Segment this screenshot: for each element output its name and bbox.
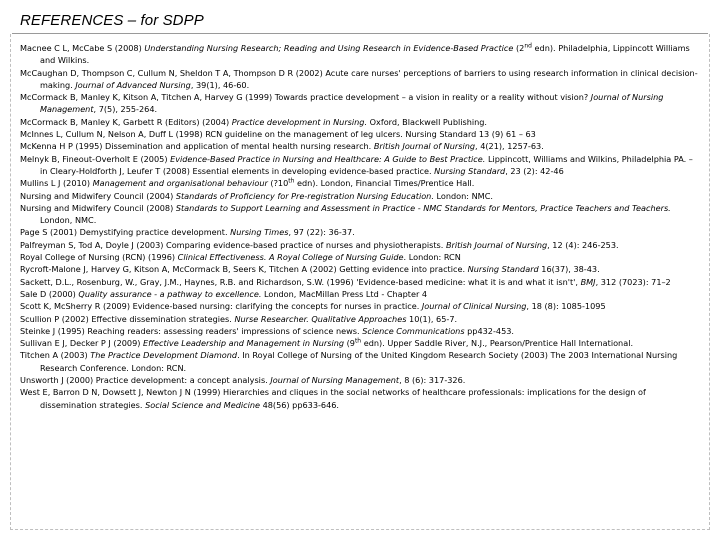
reference-entry — [20, 91, 700, 116]
reference-text: pp432-453. — [464, 325, 514, 336]
reference-text: 16(37), 38-43. — [538, 264, 600, 275]
reference-entry — [20, 288, 700, 300]
reference-entry — [20, 300, 700, 312]
reference-entry — [20, 251, 700, 263]
reference-source-title: British Journal of Nursing — [373, 141, 476, 152]
reference-text: McInnes L, Cullum N, Nelson A, Duff L (1998) RCN guideline on the management of leg ulcers. Nursing Standard 13 (9) 61 – 63 — [20, 129, 536, 140]
reference-text: Scott K, McSherry R (2009) Evidence-based nursing: clarifying the concepts for nurses in practice. — [20, 301, 422, 312]
reference-source-title: Standards of Proficiency for Pre-registration Nursing Education. — [175, 190, 434, 201]
reference-text: th — [288, 177, 295, 185]
reference-entry — [20, 313, 700, 325]
reference-text: , 12 (4): 246-253. — [547, 239, 619, 250]
reference-source-title: BMJ — [580, 276, 596, 287]
reference-text: Lippincott, Williams and Wilkins, Philadelphia PA. – in Cleary-Holdforth J, Leufer T (2008) Essential elements in developing evidence-based practice. — [40, 153, 693, 176]
reference-text: . In Royal College of Nursing of the United Kingdom Research Society (2003) The 2003 International Nursing Research Conference. London: RCN. — [40, 350, 678, 373]
reference-text: Macnee C L, McCabe S (2008) — [20, 43, 145, 53]
reference-entry — [20, 140, 700, 152]
reference-entry — [20, 325, 700, 337]
reference-entry — [20, 276, 700, 288]
reference-text: edn). London, Financial Times/Prentice Hall. — [294, 178, 475, 189]
reference-text: , 39(1), 46-60. — [190, 79, 250, 90]
reference-entry — [20, 153, 700, 178]
reference-entry — [20, 67, 700, 92]
reference-text: Rycroft-Malone J, Harvey G, Kitson A, McCormack B, Seers K, Titchen A (2002) Getting evidence into practice. — [20, 264, 468, 275]
reference-text: Sullivan E J, Decker P J (2009) — [20, 338, 143, 349]
reference-text: London: NMC. — [433, 190, 493, 201]
reference-text: . London: RCN — [403, 252, 461, 263]
reference-text: McCormack B, Manley K, Kitson A, Titchen A, Harvey G (1999) Towards practice development – a vision in reality or a reality without vision? — [20, 92, 591, 103]
reference-text: edn). Upper Saddle River, N.J., Pearson/Prentice Hall International. — [361, 338, 634, 349]
reference-entry — [20, 128, 700, 140]
reference-text: London, NMC. — [40, 215, 97, 226]
reference-entry — [20, 263, 700, 275]
reference-source-title: Practice development in Nursing. — [231, 116, 368, 127]
reference-source-title: Journal of Clinical Nursing — [421, 301, 527, 312]
reference-text: , 7(5), 255-264. — [93, 104, 158, 115]
reference-text: London, MacMillan Press Ltd - Chapter 4 — [261, 288, 428, 299]
reference-source-title: Evidence-Based Practice in Nursing and Healthcare: A Guide to Best Practice. — [170, 153, 486, 164]
page-title: REFERENCES – for SDPP — [20, 12, 204, 29]
reference-source-title: Journal of Advanced Nursing — [75, 79, 191, 90]
reference-source-title: British Journal of Nursing — [445, 239, 548, 250]
reference-text: West E, Barron D N, Dowsett J, Newton J N (1999) Hierarchies and cliques in the social networks of healthcare professionals: implications for the design of dissemination strategies. — [20, 387, 646, 410]
reference-text: , 97 (22): 36-37. — [288, 227, 355, 238]
reference-source-title: The Practice Development Diamond — [90, 350, 238, 361]
reference-source-title: Understanding Nursing Research; Reading and Using Research in Evidence-Based Practice — [144, 43, 514, 53]
reference-text: McCormack B, Manley K, Garbett R (Editors) (2004) — [20, 116, 232, 127]
reference-text: Page S (2001) Demystifying practice development. — [20, 227, 231, 238]
reference-entry — [20, 42, 700, 67]
reference-text: Titchen A (2003) — [20, 350, 91, 361]
reference-text: Sackett, D.L., Rosenburg, W., Gray, J.M., Haynes, R.B. and Richardson, S.W. (1996) 'Evidence-based medicine: what it is and what it isn't', — [20, 276, 581, 287]
reference-text: Unsworth J (2000) Practice development: a concept analysis. — [20, 375, 271, 386]
reference-text: Steinke J (1995) Reaching readers: assessing readers' impressions of science news. — [20, 325, 363, 336]
reference-text: (?10 — [267, 178, 289, 189]
reference-text: nd — [524, 42, 532, 50]
reference-text: Oxford, Blackwell Publishing. — [367, 116, 488, 127]
reference-entry — [20, 386, 700, 411]
reference-entry — [20, 116, 700, 128]
reference-text: , 23 (2): 42-46 — [505, 165, 564, 176]
reference-source-title: Nursing Times — [230, 227, 289, 238]
reference-text: Scullion P (2002) Effective dissemination strategies. — [20, 313, 235, 324]
reference-source-title: Standards to Support Learning and Assessment in Practice - NMC Standards for Mentors, Practice Teachers and Teachers. — [175, 202, 671, 213]
reference-text: Sale D (2000) — [20, 288, 79, 299]
reference-text: Royal College of Nursing (RCN) (1996) — [20, 252, 178, 263]
reference-entry — [20, 349, 700, 374]
reference-text: (2 — [513, 43, 525, 53]
reference-text: edn). Philadelphia, Lippincott Williams and Wilkins. — [40, 43, 690, 66]
reference-source-title: Social Science and Medicine — [145, 399, 260, 410]
reference-text: Melnyk B, Fineout-Overholt E (2005) — [20, 153, 171, 164]
reference-entry — [20, 202, 700, 227]
reference-text: Nursing and Midwifery Council (2008) — [20, 202, 176, 213]
reference-text: Nursing and Midwifery Council (2004) — [20, 190, 176, 201]
reference-source-title: Nurse Researcher. Qualitative Approaches — [234, 313, 407, 324]
reference-source-title: Nursing Standard — [434, 165, 506, 176]
reference-text: Mullins L J (2010) — [20, 178, 93, 189]
reference-list — [20, 42, 700, 411]
reference-entry — [20, 177, 700, 189]
reference-text: , 4(21), 1257-63. — [475, 141, 544, 152]
reference-entry — [20, 239, 700, 251]
reference-text: 48(56) pp633-646. — [259, 399, 340, 410]
reference-source-title: Nursing Standard — [467, 264, 539, 275]
reference-source-title: Clinical Effectiveness. A Royal College of Nursing Guide — [177, 252, 404, 263]
reference-text: McKenna H P (1995) Dissemination and application of mental health nursing research. — [20, 141, 374, 152]
reference-text: , 8 (6): 317-326. — [399, 375, 466, 386]
reference-text: McCaughan D, Thompson C, Cullum N, Sheldon T A, Thompson D R (2002) Acute care nurses' perceptions of barriers to using research information in clinical decision-making. — [20, 67, 698, 90]
reference-entry — [20, 374, 700, 386]
reference-text: , 312 (7023): 71–2 — [595, 276, 671, 287]
reference-source-title: Quality assurance - a pathway to excellence. — [78, 288, 262, 299]
reference-text: (9 — [344, 338, 355, 349]
reference-text: th — [354, 337, 362, 345]
reference-text: , 18 (8): 1085-1095 — [526, 301, 606, 312]
reference-source-title: Journal of Nursing Management — [270, 375, 400, 386]
reference-text: 10(1), 65-7. — [406, 313, 458, 324]
reference-source-title: Management and organisational behaviour — [92, 178, 268, 189]
reference-entry — [20, 190, 700, 202]
reference-entry — [20, 226, 700, 238]
reference-source-title: Science Communications — [362, 325, 465, 336]
reference-text: Palfreyman S, Tod A, Doyle J (2003) Comparing evidence-based practice of nurses and physiotherapists. — [20, 239, 446, 250]
reference-source-title: Effective Leadership and Management in Nursing — [143, 338, 345, 349]
reference-source-title: Journal of Nursing Management — [40, 92, 664, 115]
reference-entry — [20, 337, 700, 349]
